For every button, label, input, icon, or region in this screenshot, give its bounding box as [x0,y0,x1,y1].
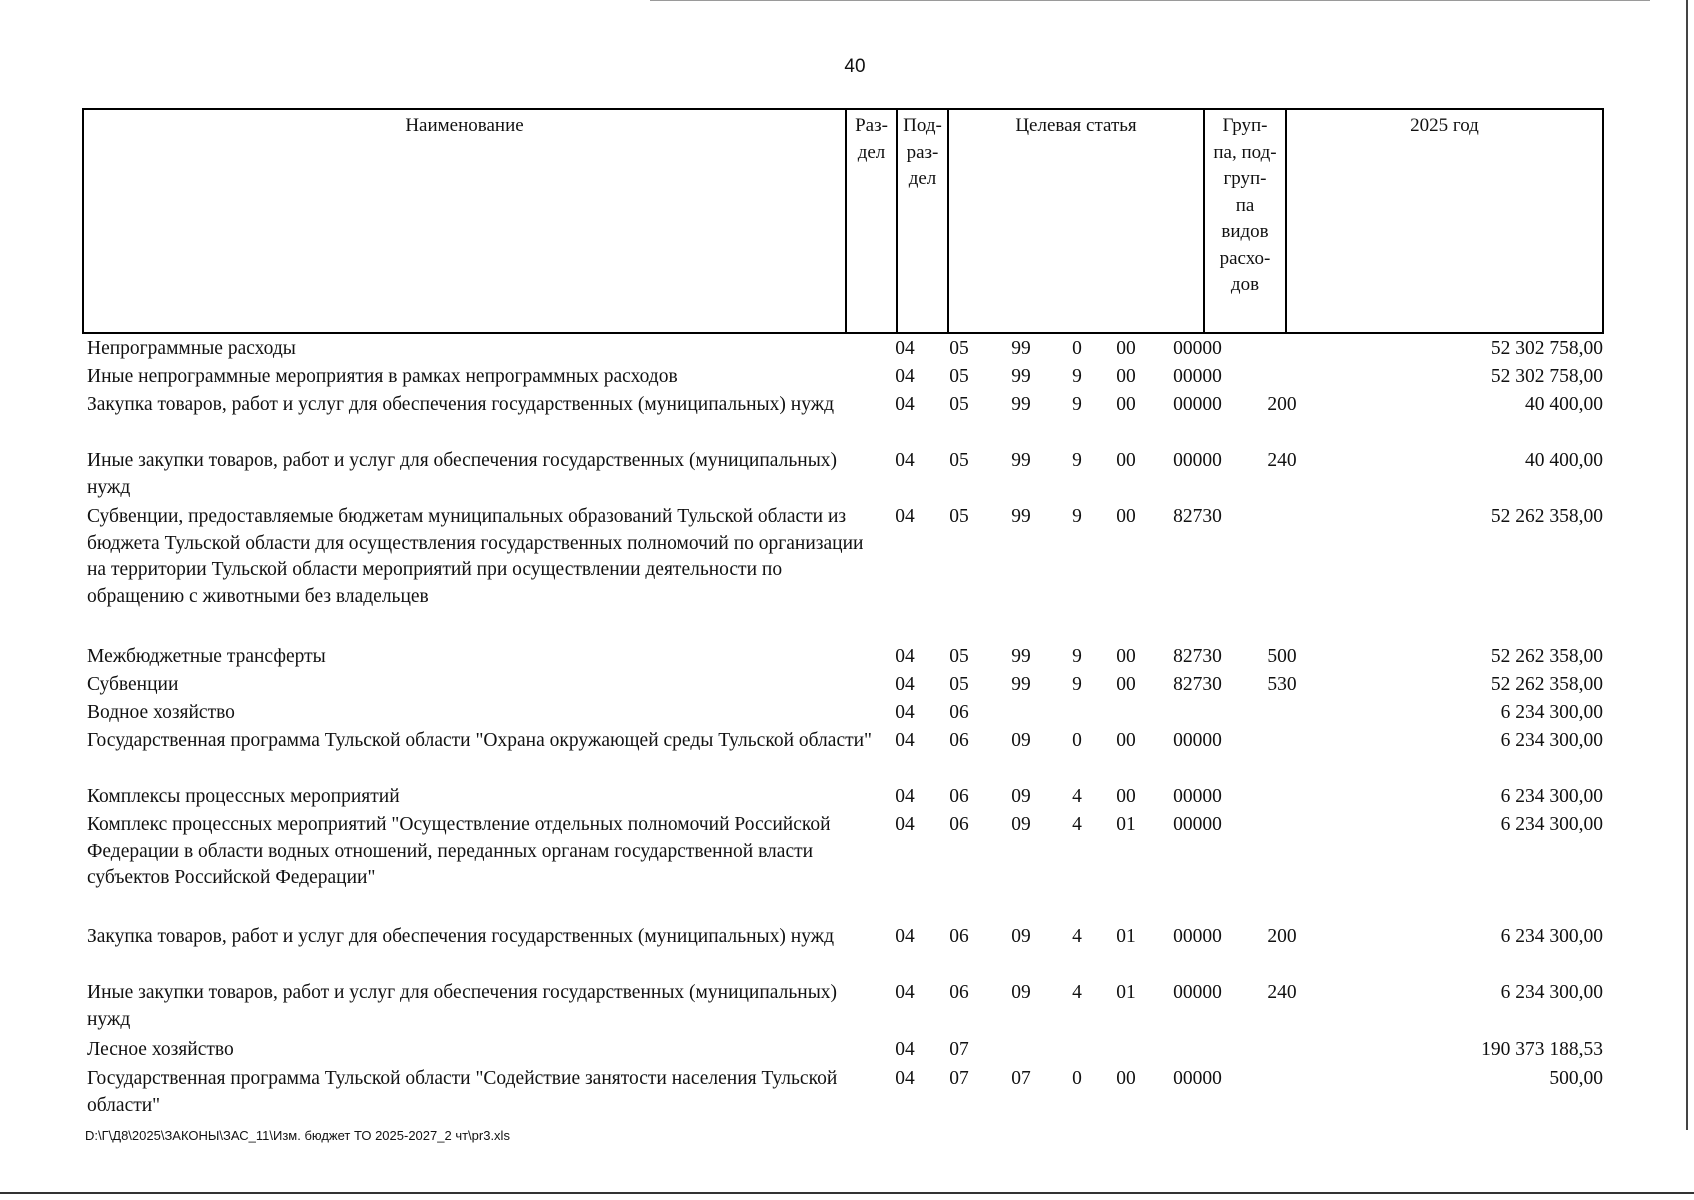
row-target-article-program: 09 [1011,814,1031,835]
row-target-article-direction: 82730 [1173,506,1222,527]
row-target-article-subprogram: 00 [1116,730,1136,751]
row-expense-group: 500 [1267,646,1297,667]
row-target-article-direction: 00000 [1173,1068,1222,1089]
row-expense-group: 200 [1267,394,1297,415]
row-name: Субвенции, предоставляемые бюджетам муниципальных образований Тульской области из бюджета Тульской области для осуществления государственных полномочий по организации на территории Тульской области мероприятий при осуществлении деятельности по обращению с животными без владельцев [87,506,864,607]
row-podrazdel: 05 [949,366,969,387]
row-target-article-type: 0 [1072,1068,1082,1089]
row-target-article-program: 07 [1011,1068,1031,1089]
row-target-article-type: 9 [1072,646,1082,667]
row-target-article-direction: 00000 [1173,730,1222,751]
row-target-article-type: 9 [1072,674,1082,695]
row-target-article-type: 0 [1072,338,1082,359]
row-podrazdel: 05 [949,674,969,695]
row-razdel: 04 [895,450,915,471]
row-razdel: 04 [895,702,915,723]
header-razdel [847,110,898,334]
row-name: Водное хозяйство [87,702,235,723]
header-razdel-line: дел [857,141,886,163]
row-razdel: 04 [895,814,915,835]
row-target-article-type: 4 [1072,982,1082,1003]
scan-edge-top [650,0,1650,1]
row-podrazdel: 06 [949,982,969,1003]
table-header [82,108,1604,334]
row-target-article-direction: 00000 [1173,394,1222,415]
row-expense-group: 240 [1267,982,1297,1003]
row-target-article-program: 09 [1011,926,1031,947]
row-target-article-program: 99 [1011,506,1031,527]
row-amount-2025: 40 400,00 [1525,394,1603,415]
header-name-label: Наименование [405,115,524,136]
row-amount-2025: 52 302 758,00 [1490,338,1603,359]
header-target-article-label: Целевая статья [1015,115,1137,136]
row-target-article-direction: 00000 [1173,814,1222,835]
row-name: Закупка товаров, работ и услуг для обеспечения государственных (муниципальных) нужд [87,394,835,415]
row-name: Государственная программа Тульской области "Содействие занятости населения Тульской области" [87,1068,838,1116]
page-number: 40 [844,56,866,77]
row-target-article-direction: 00000 [1173,982,1222,1003]
row-expense-group: 530 [1267,674,1297,695]
header-group [1205,110,1287,334]
row-target-article-direction: 00000 [1173,366,1222,387]
row-podrazdel: 06 [949,730,969,751]
row-amount-2025: 190 373 188,53 [1481,1039,1603,1060]
row-target-article-subprogram: 00 [1116,506,1136,527]
row-razdel: 04 [895,1068,915,1089]
row-target-article-subprogram: 00 [1116,338,1136,359]
row-amount-2025: 500,00 [1549,1068,1603,1089]
row-podrazdel: 06 [949,786,969,807]
row-expense-group: 200 [1267,926,1297,947]
row-name: Государственная программа Тульской области "Охрана окружающей среды Тульской области" [87,730,873,751]
row-amount-2025: 6 234 300,00 [1500,786,1603,807]
row-podrazdel: 07 [949,1068,969,1089]
row-razdel: 04 [895,366,915,387]
header-group-line: па [1235,194,1255,216]
header-year-label: 2025 год [1410,115,1479,136]
row-podrazdel: 05 [949,646,969,667]
row-target-article-type: 4 [1072,814,1082,835]
row-target-article-program: 99 [1011,450,1031,471]
row-target-article-program: 09 [1011,730,1031,751]
row-expense-group: 240 [1267,450,1297,471]
header-podrazdel-line: раз- [906,141,939,163]
scan-edge-bottom [0,1192,1694,1194]
row-target-article-type: 4 [1072,786,1082,807]
row-target-article-subprogram: 00 [1116,450,1136,471]
scan-edge-right [1686,0,1688,1130]
row-podrazdel: 05 [949,338,969,359]
row-razdel: 04 [895,506,915,527]
header-podrazdel-line: дел [908,168,937,189]
row-target-article-subprogram: 00 [1116,366,1136,387]
row-name: Непрограммные расходы [87,338,296,359]
row-amount-2025: 52 262 358,00 [1490,506,1603,527]
header-group-line: Груп- [1222,115,1268,136]
row-target-article-subprogram: 00 [1116,394,1136,415]
row-razdel: 04 [895,674,915,695]
row-podrazdel: 07 [949,1039,969,1060]
row-razdel: 04 [895,338,915,359]
row-name: Межбюджетные трансферты [87,646,326,667]
row-target-article-direction: 82730 [1173,646,1222,667]
row-razdel: 04 [895,926,915,947]
row-name: Иные закупки товаров, работ и услуг для обеспечения государственных (муниципальных) нужд [87,450,838,498]
header-year [1287,110,1602,334]
row-name: Иные закупки товаров, работ и услуг для обеспечения государственных (муниципальных) нужд [87,982,838,1030]
row-target-article-subprogram: 00 [1116,646,1136,667]
header-group-line: видов [1221,221,1269,242]
row-target-article-subprogram: 00 [1116,1068,1136,1089]
row-podrazdel: 06 [949,926,969,947]
row-name: Лесное хозяйство [87,1039,234,1060]
row-podrazdel: 05 [949,450,969,471]
row-amount-2025: 40 400,00 [1525,450,1603,471]
row-target-article-type: 4 [1072,926,1082,947]
row-target-article-direction: 00000 [1173,450,1222,471]
row-target-article-type: 9 [1072,450,1082,471]
row-target-article-subprogram: 00 [1116,674,1136,695]
row-podrazdel: 05 [949,394,969,415]
row-amount-2025: 6 234 300,00 [1500,982,1603,1003]
row-podrazdel: 05 [949,506,969,527]
row-amount-2025: 6 234 300,00 [1500,926,1603,947]
header-group-line: дов [1230,274,1260,295]
row-target-article-type: 9 [1072,506,1082,527]
row-target-article-program: 09 [1011,982,1031,1003]
row-target-article-program: 99 [1011,338,1031,359]
row-podrazdel: 06 [949,814,969,835]
row-amount-2025: 52 262 358,00 [1490,674,1603,695]
row-target-article-program: 99 [1011,646,1031,667]
header-group-line: па, под- [1213,141,1277,163]
row-razdel: 04 [895,982,915,1003]
header-podrazdel-line: Под- [903,115,942,136]
header-target-article [949,110,1205,334]
row-amount-2025: 6 234 300,00 [1500,814,1603,835]
row-target-article-program: 99 [1011,674,1031,695]
row-name: Иные непрограммные мероприятия в рамках непрограммных расходов [87,366,678,387]
row-name: Субвенции [87,674,179,695]
row-amount-2025: 52 302 758,00 [1490,366,1603,387]
header-group-line: расхо- [1219,247,1271,269]
file-path-footer: D:\Г\Д8\2025\ЗАКОНЫ\ЗАС_11\Изм. бюджет ТО 2025-2027_2 чт\pr3.xls [85,1128,510,1143]
row-target-article-direction: 00000 [1173,786,1222,807]
row-target-article-direction: 00000 [1173,926,1222,947]
row-target-article-type: 9 [1072,366,1082,387]
row-amount-2025: 52 262 358,00 [1490,646,1603,667]
header-name [84,110,847,334]
row-razdel: 04 [895,646,915,667]
row-name: Комплексы процессных мероприятий [87,786,400,807]
row-target-article-direction: 82730 [1173,674,1222,695]
header-podrazdel [898,110,949,334]
row-name: Закупка товаров, работ и услуг для обеспечения государственных (муниципальных) нужд [87,926,835,947]
row-target-article-type: 0 [1072,730,1082,751]
row-target-article-subprogram: 01 [1116,982,1136,1003]
row-razdel: 04 [895,786,915,807]
row-name: Комплекс процессных мероприятий "Осуществление отдельных полномочий Российской Федерации в области водных отношений, переданных органам государственной власти субъектов Российской Федерации" [87,814,831,888]
row-razdel: 04 [895,1039,915,1060]
row-razdel: 04 [895,394,915,415]
header-group-line: груп- [1223,168,1267,189]
header-razdel-line: Раз- [855,115,888,136]
row-target-article-program: 09 [1011,786,1031,807]
row-target-article-program: 99 [1011,394,1031,415]
row-target-article-type: 9 [1072,394,1082,415]
row-target-article-subprogram: 01 [1116,814,1136,835]
row-razdel: 04 [895,730,915,751]
row-podrazdel: 06 [949,702,969,723]
row-target-article-subprogram: 01 [1116,926,1136,947]
row-amount-2025: 6 234 300,00 [1500,730,1603,751]
row-target-article-direction: 00000 [1173,338,1222,359]
row-amount-2025: 6 234 300,00 [1500,702,1603,723]
row-target-article-subprogram: 00 [1116,786,1136,807]
row-target-article-program: 99 [1011,366,1031,387]
